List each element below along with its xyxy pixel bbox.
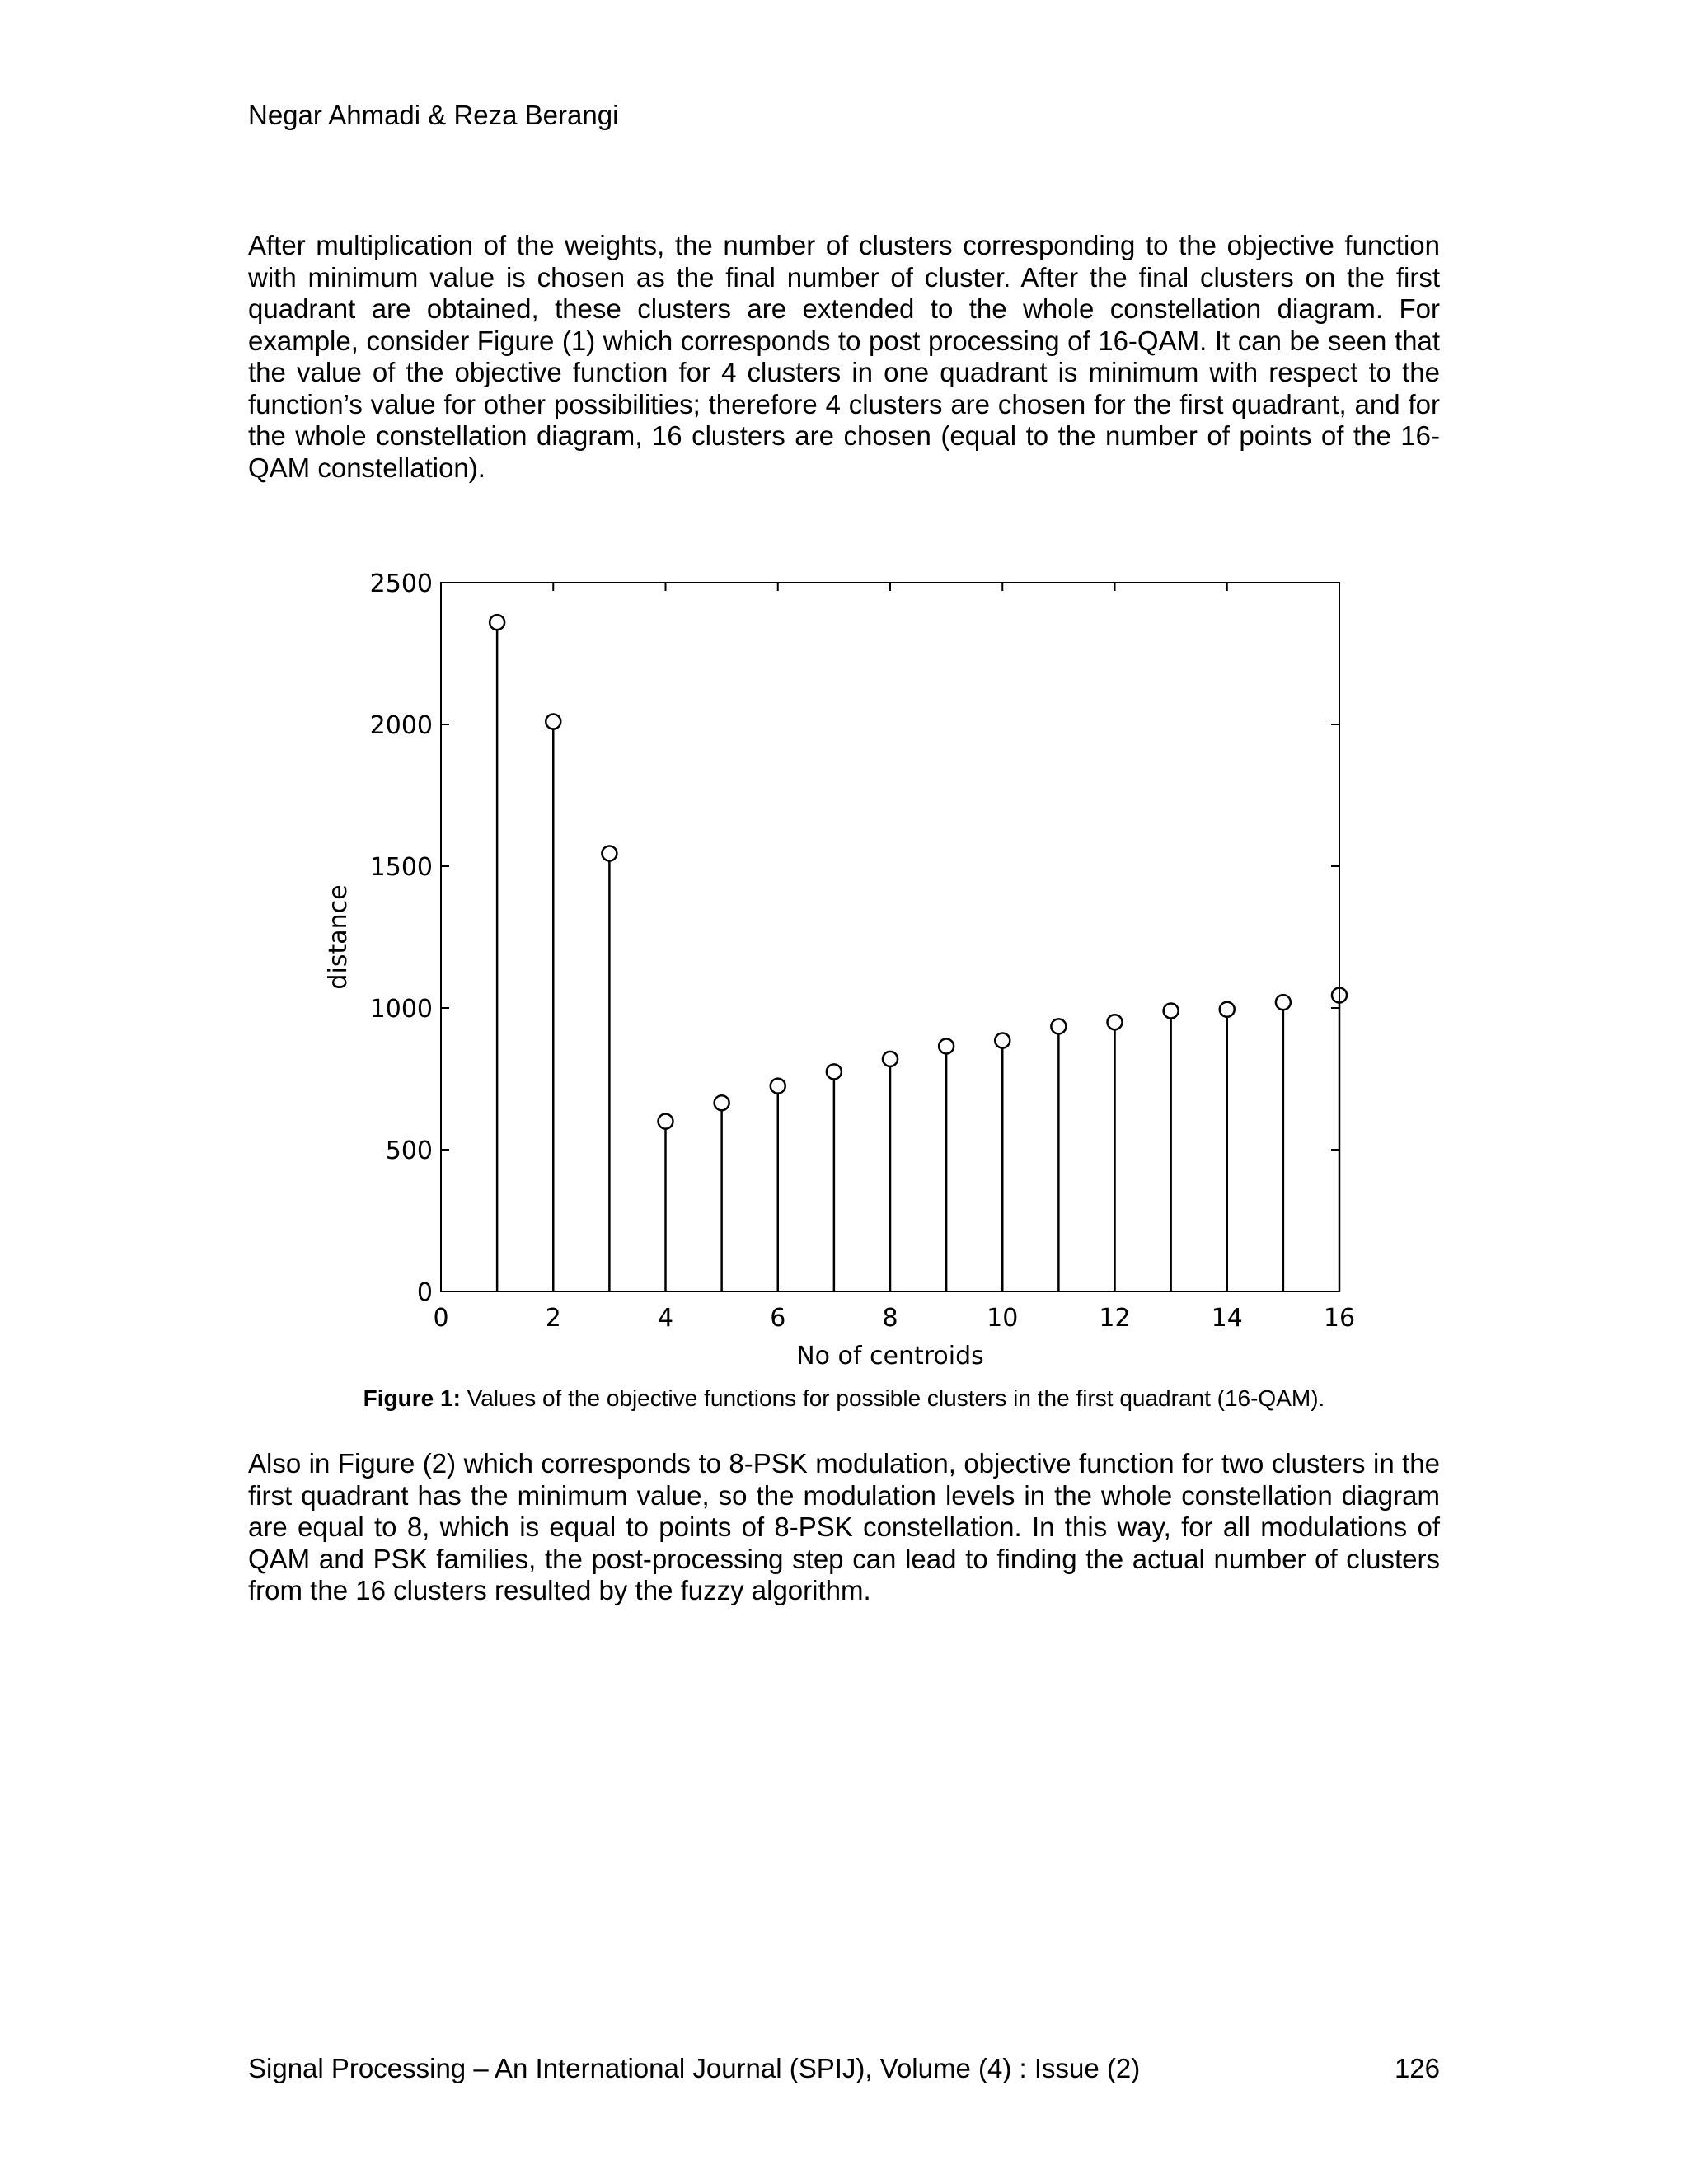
x-tick-label: 14	[1211, 1304, 1243, 1333]
y-tick-label: 1000	[369, 995, 433, 1024]
chart-background	[293, 511, 1397, 1368]
x-axis-label: No of centroids	[796, 1342, 984, 1368]
x-tick-label: 6	[770, 1304, 786, 1333]
figure-caption	[0, 1385, 1688, 1413]
y-tick-label: 2000	[369, 711, 433, 740]
body-paragraph-2: Also in Figure (2) which corresponds to 8-PSK modulation, objective function for two clusters in the first quadrant has the minimum value, so the modulation levels in the whole constellation diagram are equal to 8, which is equal to points of 8-PSK constellation. In this way, for all modulations of QAM and PSK families, the post-processing step can lead to finding the actual number of clusters from the 16 clusters resulted by the fuzzy algorithm.	[248, 1448, 1440, 1605]
figure-1	[293, 511, 1397, 1368]
page-footer	[248, 2052, 1440, 2085]
body-paragraph-1: After multiplication of the weights, the number of clusters corresponding to the objective function with minimum value is chosen as the final number of cluster. After the final clusters on the first quadrant are obtained, these clusters are extended to the whole constellation diagram. For example, consider Figure (1) which corresponds to post processing of 16-QAM. It can be seen that the value of the objective function for 4 clusters in one quadrant is minimum with respect to the function’s value for other possibilities; therefore 4 clusters are chosen for the first quadrant, and for the whole constellation diagram, 16 clusters are chosen (equal to the number of points of the 16-QAM constellation).	[248, 230, 1440, 483]
y-tick-label: 500	[385, 1137, 433, 1165]
running-head: Negar Ahmadi & Reza Berangi	[248, 100, 619, 130]
y-tick-label: 1500	[369, 853, 433, 882]
caption-text: Values of the objective functions for possible clusters in the first quadrant (16-QAM).	[460, 1385, 1325, 1411]
page-number: 126	[1394, 2053, 1440, 2083]
x-tick-label: 2	[545, 1304, 561, 1333]
y-tick-label: 0	[416, 1278, 433, 1307]
stem-chart	[293, 511, 1397, 1368]
y-axis-label: distance	[324, 884, 353, 990]
x-tick-label: 12	[1099, 1304, 1131, 1333]
x-tick-label: 0	[433, 1304, 449, 1333]
y-tick-label: 2500	[369, 569, 433, 598]
x-tick-label: 8	[882, 1304, 898, 1333]
x-tick-label: 10	[987, 1304, 1019, 1333]
x-tick-label: 4	[657, 1304, 674, 1333]
x-tick-label: 16	[1323, 1304, 1356, 1333]
caption-label: Figure 1:	[363, 1385, 461, 1411]
journal-citation: Signal Processing – An International Journal (SPIJ), Volume (4) : Issue (2)	[248, 2053, 1141, 2083]
